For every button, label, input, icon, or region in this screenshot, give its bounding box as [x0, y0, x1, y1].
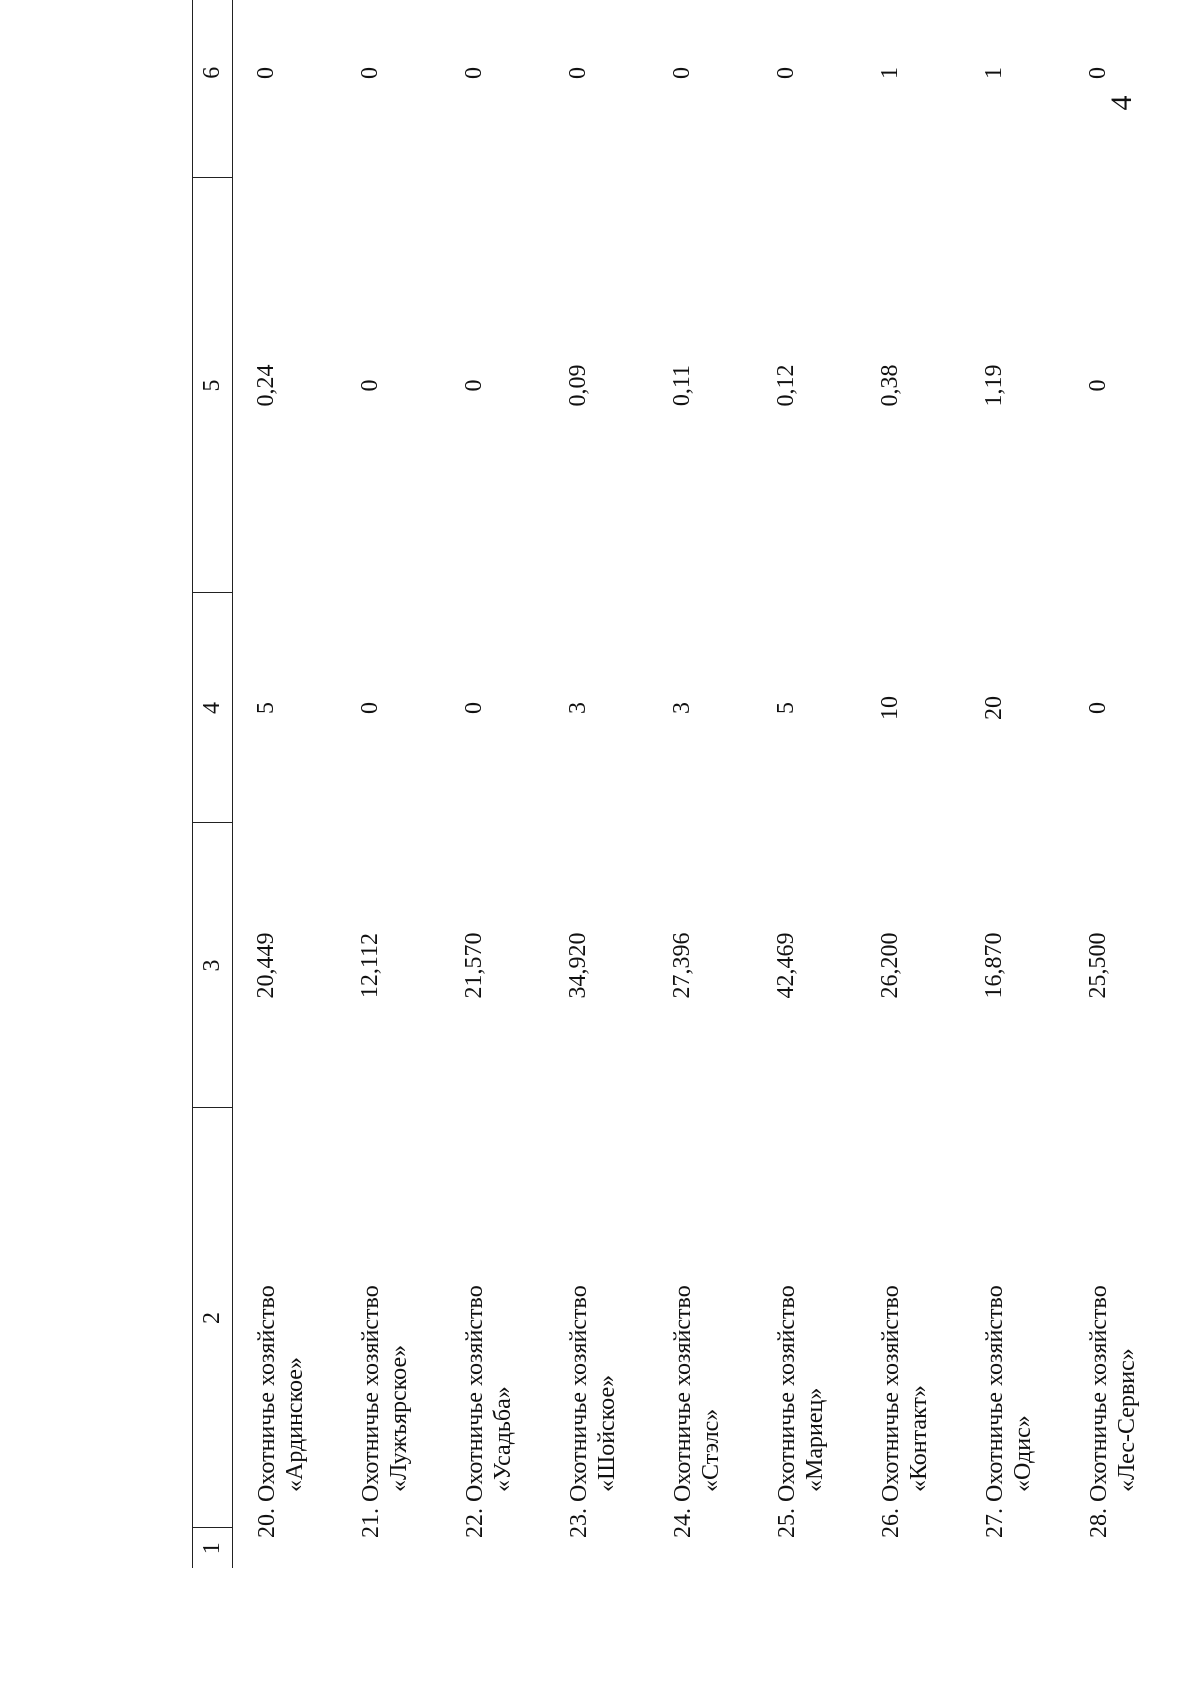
farm-name: «Лужъярское» — [386, 1344, 412, 1492]
col5-value: 0 — [461, 379, 487, 392]
farm-name-cell — [857, 1108, 961, 1568]
col6-value: 0 — [1085, 67, 1111, 79]
col4-value: 0 — [461, 702, 487, 714]
col6-value: 1 — [981, 67, 1007, 79]
col5-value: 0 — [357, 379, 383, 392]
farm-name-cell — [545, 1108, 649, 1568]
col5-value: 1,19 — [981, 364, 1007, 407]
table-row — [545, 0, 649, 1568]
farm-type: Охотничье хозяйство — [254, 1285, 280, 1502]
farm-name-line1 — [773, 1108, 801, 1538]
col4-value: 3 — [565, 702, 591, 714]
col5-value: 0,24 — [253, 364, 279, 407]
col6-value: 0 — [565, 67, 591, 79]
farm-type: Охотничье хозяйство — [358, 1285, 384, 1502]
row-number: 25. — [774, 1508, 800, 1538]
table-row — [753, 0, 857, 1568]
farm-name-cell — [961, 1108, 1065, 1568]
header-row — [193, 0, 233, 1568]
col6-value: 0 — [773, 67, 799, 79]
farm-name-line1 — [669, 1108, 697, 1538]
farm-name: «Шойское» — [594, 1374, 620, 1492]
col4-value: 3 — [669, 702, 695, 714]
col6-value: 0 — [253, 67, 279, 79]
farm-name-cell — [337, 1108, 441, 1568]
rotated-table-container — [192, 0, 1140, 1568]
farm-type: Охотничье хозяйство — [774, 1285, 800, 1502]
farm-name-cell — [753, 1108, 857, 1568]
header-col-2: 2 — [193, 1108, 233, 1528]
farm-name: «Контакт» — [906, 1385, 932, 1492]
col3-value: 21,570 — [461, 932, 487, 999]
farm-name-line1 — [253, 1108, 281, 1538]
farm-name-cell — [233, 1108, 338, 1568]
page-number: 4 — [1105, 95, 1138, 111]
col3-value: 34,920 — [565, 932, 591, 999]
col5-value: 0,12 — [773, 364, 799, 407]
farm-type: Охотничье хозяйство — [878, 1285, 904, 1502]
col4-value: 0 — [1085, 702, 1111, 714]
col5-value: 0,11 — [669, 364, 695, 407]
header-col-1: 1 — [193, 1528, 233, 1568]
row-number: 21. — [358, 1508, 384, 1538]
table-row — [649, 0, 753, 1568]
col6-value: 0 — [357, 67, 383, 79]
table-row — [337, 0, 441, 1568]
header-col-3: 3 — [193, 823, 233, 1108]
col6-value: 1 — [877, 67, 903, 79]
farm-name-cell — [441, 1108, 545, 1568]
table-row — [1065, 0, 1169, 1568]
col6-value: 0 — [669, 67, 695, 79]
col3-value: 42,469 — [773, 932, 799, 999]
farm-type: Охотничье хозяйство — [1086, 1285, 1112, 1502]
farm-name: «Мариец» — [802, 1387, 828, 1492]
table-row — [441, 0, 545, 1568]
farm-name-line1 — [877, 1108, 905, 1538]
col3-value: 16,870 — [981, 932, 1007, 999]
col5-value: 0,38 — [877, 364, 903, 407]
farm-name: «Стэлс» — [698, 1408, 724, 1492]
row-number: 24. — [670, 1508, 696, 1538]
table-row — [961, 0, 1065, 1568]
col5-value: 0,09 — [565, 364, 591, 407]
farm-name-line1 — [357, 1108, 385, 1538]
col6-value: 0 — [461, 67, 487, 79]
col4-value: 0 — [357, 702, 383, 714]
hunting-farms-table — [192, 0, 1169, 1568]
col3-value: 25,500 — [1085, 932, 1111, 999]
row-number: 22. — [462, 1508, 488, 1538]
col4-value: 5 — [253, 702, 279, 714]
farm-type: Охотничье хозяйство — [566, 1285, 592, 1502]
farm-name-line1 — [565, 1108, 593, 1538]
farm-name: «Лес-Сервис» — [1114, 1348, 1140, 1492]
header-col-6: 6 — [193, 0, 233, 178]
row-number: 27. — [982, 1508, 1008, 1538]
farm-name-cell — [649, 1108, 753, 1568]
col3-value: 20,449 — [253, 932, 279, 999]
col3-value: 12,112 — [357, 932, 383, 999]
col3-value: 26,200 — [877, 932, 903, 999]
farm-type: Охотничье хозяйство — [462, 1285, 488, 1502]
farm-type: Охотничье хозяйство — [670, 1285, 696, 1502]
table-row — [233, 0, 338, 1568]
farm-name: «Одис» — [1010, 1415, 1036, 1492]
farm-name-cell — [1065, 1108, 1169, 1568]
row-number: 28. — [1086, 1508, 1112, 1538]
col3-value: 27,396 — [669, 932, 695, 999]
farm-name: «Ардинское» — [282, 1357, 308, 1492]
farm-name-line1 — [1085, 1108, 1113, 1538]
farm-type: Охотничье хозяйство — [982, 1285, 1008, 1502]
row-number: 26. — [878, 1508, 904, 1538]
row-number: 23. — [566, 1508, 592, 1538]
header-col-5: 5 — [193, 178, 233, 593]
table-row — [857, 0, 961, 1568]
farm-name-line1 — [981, 1108, 1009, 1538]
row-number: 20. — [254, 1508, 280, 1538]
col4-value: 20 — [981, 696, 1007, 720]
farm-name: «Усадьба» — [490, 1386, 516, 1492]
col4-value: 10 — [877, 696, 903, 720]
header-col-4: 4 — [193, 593, 233, 823]
col5-value: 0 — [1085, 379, 1111, 392]
farm-name-line1 — [461, 1108, 489, 1538]
col4-value: 5 — [773, 702, 799, 714]
